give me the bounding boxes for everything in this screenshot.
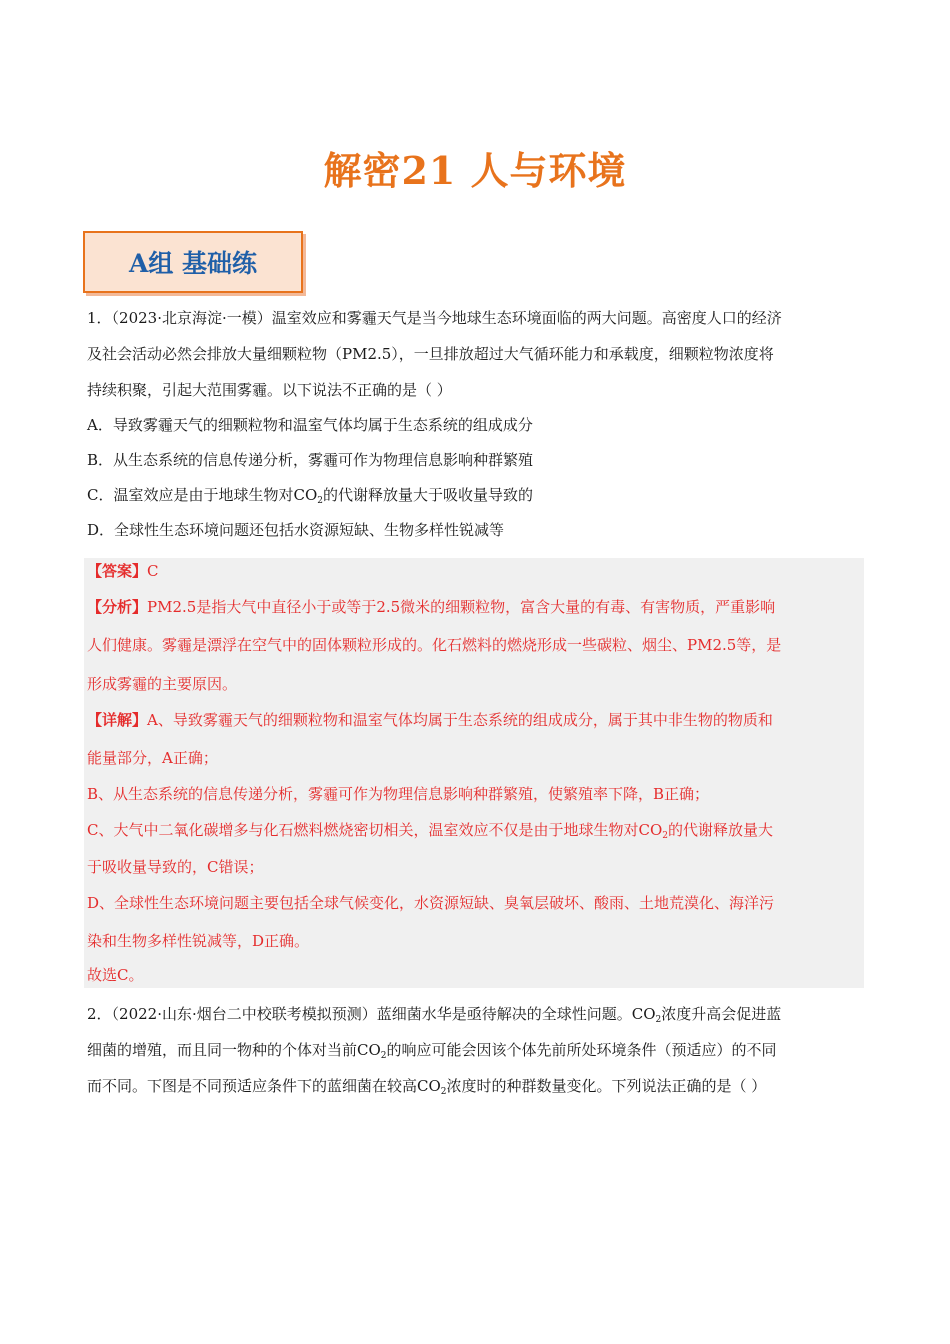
group-label-box: [83, 231, 303, 293]
q1-option-c: [87, 478, 865, 513]
question-1: [87, 300, 865, 548]
q1-stem-line-2: 及社会活动必然会排放大量细颗粒物（PM2.5），一旦排放超过大气循环能力和承载度，细颗粒物浓度将: [87, 345, 774, 363]
group-label: A组 基础练: [128, 249, 258, 278]
q2-line-1-text: 2．（2022·山东·烟台二中校联考模拟预测）蓝细菌水华是亟待解决的全球性问题。CO: [87, 1005, 656, 1023]
analysis-line-1: [87, 596, 775, 617]
analysis-tag: 【分析】: [87, 598, 148, 616]
answer-tag: 【答案】: [87, 562, 148, 580]
q2-line-1-text-end: 浓度升高会促进蓝: [661, 1005, 782, 1023]
detail-tag: 【详解】: [87, 711, 148, 729]
question-2: [87, 996, 865, 1104]
detail-line-2: 能量部分，A正确；: [87, 749, 218, 767]
detail-c1-text: C、大气中二氧化碳增多与化石燃料燃烧密切相关，温室效应不仅是由于地球生物对CO: [87, 821, 663, 839]
subscript: 2: [662, 831, 668, 841]
detail-line-c2: 于吸收量导致的，C错误；: [87, 858, 264, 876]
page-title: 解密21 人与环境: [323, 148, 627, 193]
analysis-line-3: 形成雾霾的主要原因。: [87, 675, 238, 693]
subscript: 2: [380, 1051, 387, 1061]
q2-line-1: [87, 996, 865, 1032]
analysis-line-2: 人们健康。雾霾是漂浮在空气中的固体颗粒形成的。化石燃料的燃烧形成一些碳粒、烟尘、PM2.5等，是: [87, 636, 782, 654]
q2-line-2: [87, 1032, 865, 1068]
q1-option-d: D．全球性生态环境问题还包括水资源短缺、生物多样性锐减等: [87, 521, 505, 539]
subscript: 2: [655, 1015, 662, 1025]
q1-option-c-text: C．温室效应是由于地球生物对CO: [87, 486, 318, 504]
answer-value: C: [147, 562, 159, 580]
answer-line: [87, 560, 159, 581]
q1-stem-line-3: 持续积聚，引起大范围雾霾。以下说法不正确的是（ ）: [87, 381, 452, 399]
q2-line-2-text-end: 的响应可能会因该个体先前所处环境条件（预适应）的不同: [386, 1041, 777, 1059]
q2-line-2-text: 细菌的增殖，而且同一物种的个体对当前CO: [87, 1041, 381, 1059]
q1-option-c-text-end: 的代谢释放量大于吸收量导致的: [323, 486, 534, 504]
detail-text-1: A、导致雾霾天气的细颗粒物和温室气体均属于生态系统的组成成分，属于其中非生物的物质和: [147, 711, 773, 729]
conclusion-line: 故选C。: [87, 966, 144, 984]
q2-line-3-text: 而不同。下图是不同预适应条件下的蓝细菌在较高CO: [87, 1077, 441, 1095]
q2-line-3-text-end: 浓度时的种群数量变化。下列说法正确的是（ ）: [446, 1077, 767, 1095]
detail-line-1: [87, 709, 773, 730]
subscript: 2: [317, 496, 323, 506]
analysis-text-1: PM2.5是指大气中直径小于或等于2.5微米的细颗粒物，富含大量的有毒、有害物质，严重影响: [147, 598, 776, 616]
detail-line-d1: D、全球性生态环境问题主要包括全球气候变化，水资源短缺、臭氧层破坏、酸雨、土地荒漠化、海洋污: [87, 894, 775, 912]
q2-line-3: [87, 1068, 865, 1104]
q1-option-b: B．从生态系统的信息传递分析，雾霾可作为物理信息影响种群繁殖: [87, 451, 534, 469]
q1-option-a: A．导致雾霾天气的细颗粒物和温室气体均属于生态系统的组成成分: [87, 416, 533, 434]
detail-line-d2: 染和生物多样性锐减等，D正确。: [87, 932, 310, 950]
detail-line-c1: [87, 819, 773, 841]
detail-c1-text-end: 的代谢释放量大: [668, 821, 774, 839]
answer-panel: [84, 558, 864, 988]
subscript: 2: [440, 1087, 447, 1097]
detail-line-b: B、从生态系统的信息传递分析，雾霾可作为物理信息影响种群繁殖，使繁殖率下降，B正确；: [87, 785, 710, 803]
q1-stem-line-1: 1．（2023·北京海淀·一模）温室效应和雾霾天气是当今地球生态环境面临的两大问题。高密度人口的经济: [87, 309, 782, 327]
